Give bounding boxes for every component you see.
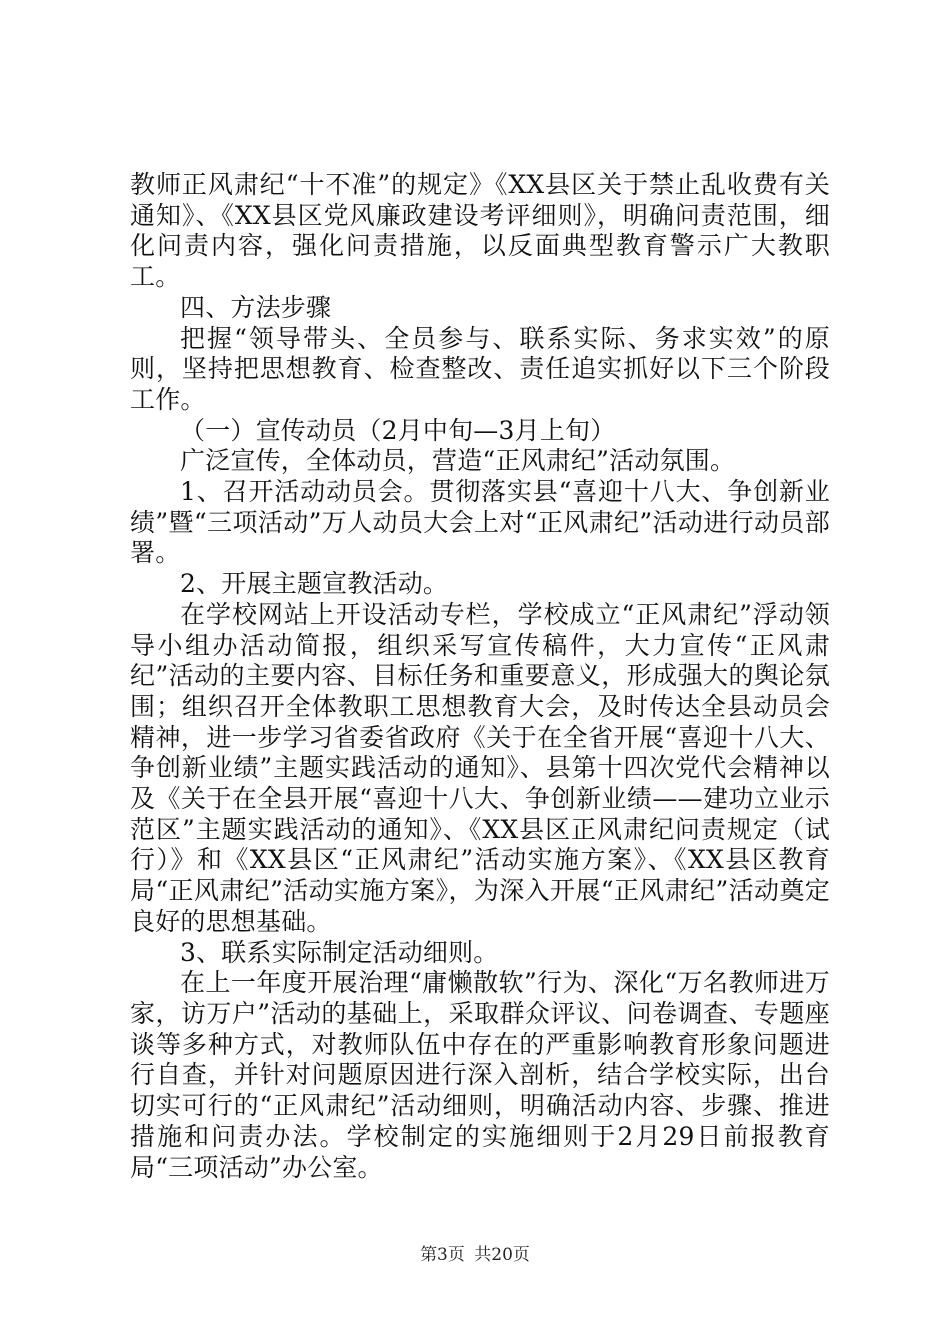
page-footer [0, 1240, 950, 1265]
item-3-activity-rules: 3、联系实际制定活动细则。 [180, 937, 499, 967]
paragraph-10: 在上一年度开展治理“庸懒散软”行为、深化“万名教师进万家，访万户”活动的基础上，采取群众评议、问卷调查、专题座谈等多种方式，对教师队伍中存在的严重影响教育形象问题进行自查，并针对问题原因进行深入剖析，结合学校实际，出台切实可行的“正风肃纪”活动细则，明确活动内容、步骤、推进措施和问责办法。学校制定的实施细则于2月29日前报教育局“三项活动”办公室。 [130, 968, 830, 1182]
paragraph-1: 教师正风肃纪“十不准”的规定》《XX县区关于禁止乱收费有关通知》、《XX县区党风廉政建设考评细则》，明确问责范围，细化问责内容，强化问责措施，以反面典型教育警示广大教职工。 [130, 170, 830, 292]
subsection-heading-publicity: （一）宣传动员（2月中旬—3月上旬） [180, 415, 616, 445]
page-total: 共20页 [474, 1245, 530, 1265]
item-2-theme-education: 2、开展主题宣教活动。 [180, 569, 449, 599]
paragraph-5: 广泛宣传，全体动员，营造“正风肃纪”活动氛围。 [180, 446, 736, 476]
paragraph-8: 在学校网站上开设活动专栏，学校成立“正风肃纪”浮动领导小组办活动简报，组织采写宣传稿件，大力宣传“正风肃纪”活动的主要内容、目标任务和重要意义，形成强大的舆论氛围；组织召开全体教职工思想教育大会，及时传达全县动员会精神，进一步学习省委省政府《关于在全省开展“喜迎十八大、争创新业绩”主题实践活动的通知》、县第十四次党代会精神以及《关于在全县开展“喜迎十八大、争创新业绩——建功立业示范区”主题实践活动的通知》、《XX县区正风肃纪问责规定（试行）》和《XX县区“正风肃纪”活动实施方案》、《XX县区教育局“正风肃纪”活动实施方案》，为深入开展“正风肃纪”活动奠定良好的思想基础。 [130, 599, 830, 936]
item-1-mobilization-meeting: 1、召开活动动员会。贯彻落实县“喜迎十八大、争创新业绩”暨“三项活动”万人动员大会上对“正风肃纪”活动进行动员部署。 [130, 477, 830, 568]
page-number: 第3页 [420, 1245, 465, 1265]
paragraph-3: 把握“领导带头、全员参与、联系实际、务求实效”的原则，坚持把思想教育、检查整改、责任追实抓好以下三个阶段工作。 [130, 323, 830, 414]
document-body [130, 170, 830, 1183]
section-heading-method-steps: 四、方法步骤 [180, 292, 332, 322]
